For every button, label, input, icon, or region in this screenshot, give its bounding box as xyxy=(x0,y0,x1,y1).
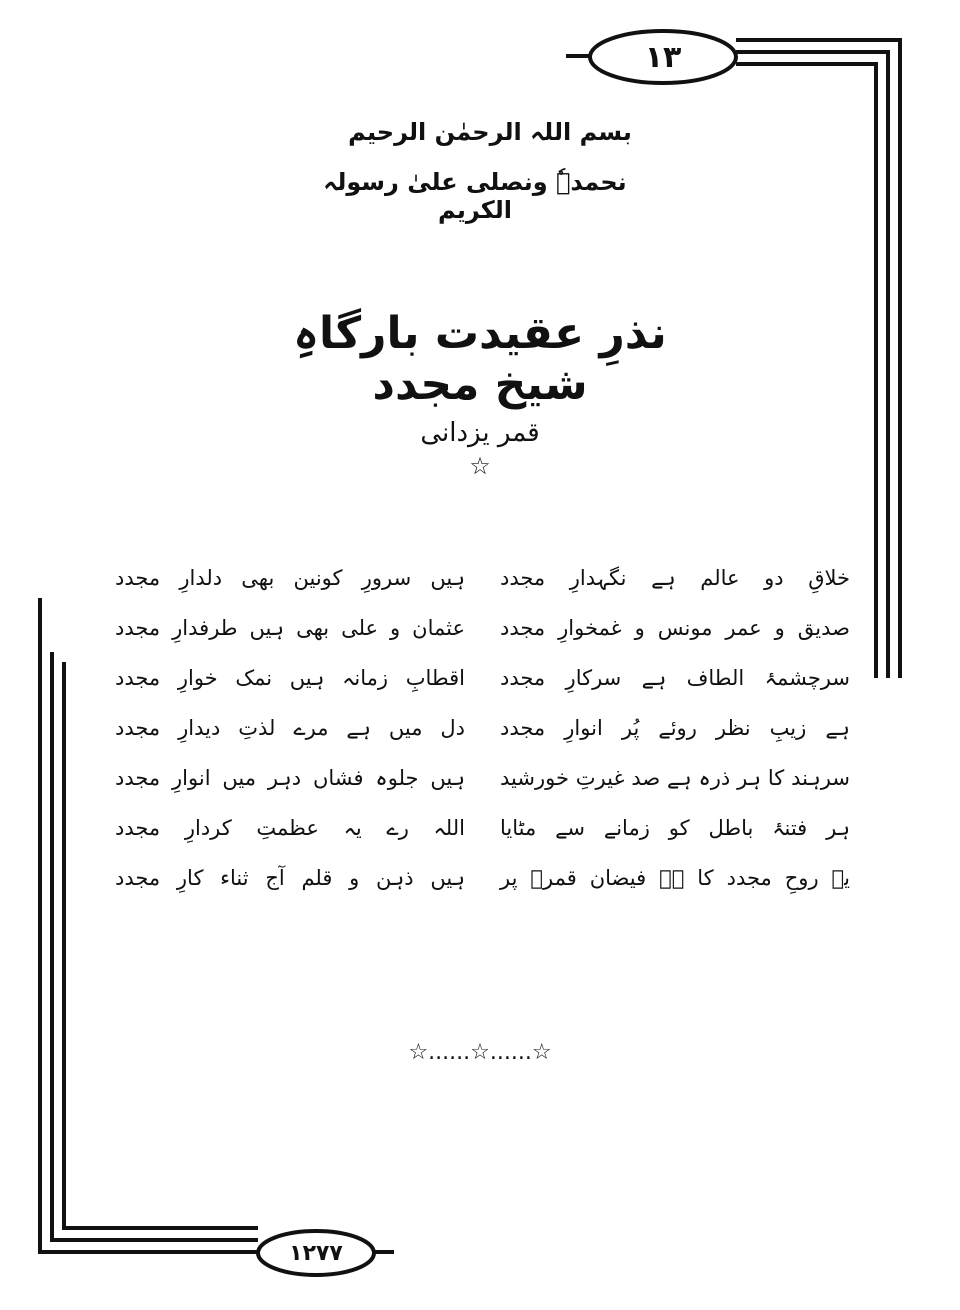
verse-line-7a: یہ روحِ مجدد کا ہے فیضان قمرؔ پر xyxy=(500,866,850,890)
verse-line-5b: ہیں جلوہ فشاں دہر میں انوارِ مجدد xyxy=(115,766,465,790)
verse-column-first-hemistich xyxy=(500,556,850,906)
verse-line-4b: دل میں ہے مرے لذتِ دیدارِ مجدد xyxy=(115,716,465,740)
verse-line-1b: ہیں سرورِ کونین بھی دلدارِ مجدد xyxy=(115,566,465,590)
verse-line-7b: ہیں ذہن و قلم آج ثناء کارِ مجدد xyxy=(115,866,465,890)
verse-column-second-hemistich xyxy=(115,556,465,906)
verse-line-2b: عثمان و علی بھی ہیں طرفدارِ مجدد xyxy=(115,616,465,640)
bismillah-line: بسم اللہ الرحمٰن الرحیم xyxy=(348,118,632,146)
verse-line-5a: سرہند کا ہر ذرہ ہے صد غیرتِ خورشید xyxy=(500,766,850,790)
verse-line-3b: اقطابِ زمانہ ہیں نمک خوارِ مجدد xyxy=(115,666,465,690)
verse-line-2a: صدیق و عمر مونس و غمخوارِ مجدد xyxy=(500,616,850,640)
section-separator: ☆......☆......☆ xyxy=(408,1040,552,1065)
poet-name: قمر یزدانی xyxy=(420,418,540,448)
verse-line-3a: سرچشمۂ الطاف ہے سرکارِ مجدد xyxy=(500,666,850,690)
page-number: ۱۳ xyxy=(644,39,682,75)
verse-line-1a: خلاقِ دو عالم ہے نگہدارِ مجدد xyxy=(500,566,850,590)
verse-line-6b: اللہ رے یہ عظمتِ کردارِ مجدد xyxy=(115,816,465,840)
verse-line-6a: ہر فتنۂ باطل کو زمانے سے مٹایا xyxy=(500,816,850,840)
folio-number: ۱۲۷۷ xyxy=(289,1240,343,1266)
verse-line-4a: ہے زیبِ نظر روئے پُر انوارِ مجدد xyxy=(500,716,850,740)
poem-title: نذرِ عقیدت بارگاہِ شیخ مجدد xyxy=(293,308,667,410)
hamd-line: نحمدہٗ ونصلی علیٰ رسولہ الکریم xyxy=(323,168,627,224)
star-ornament: ☆ xyxy=(469,452,491,480)
